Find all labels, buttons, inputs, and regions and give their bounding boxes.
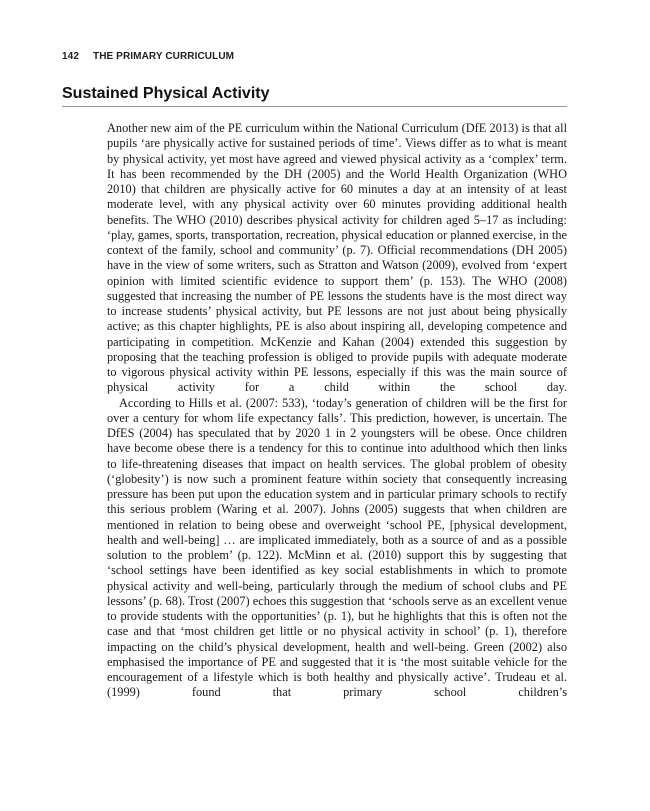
paragraph: Another new aim of the PE curriculum within the National Curriculum (DfE 2013) is that all pupils ‘are physically active for sustained periods of time’. Views differ as to what is meant by physical activity, yet most have agreed and viewed physical activity as a ‘complex’ term. It has been recommended by the DH (2005) and the World Health Organization (WHO 2010) that children are physically active for 60 minutes a day at an intensity of at least moderate level, with any physical activity over 60 minutes providing additional health benefits. The WHO (2010) describes physical activity for children aged 5–17 as including: ‘play, games, sports, transportation, recreation, physical education or planned exercise, in the context of the family, school and community’ (p. 7). Official recommendations (DH 2005) have in the view of some writers, such as Stratton and Watson (2009), evolved from ‘expert opinion with limited scientific evidence to support them’ (p. 153). The WHO (2008) suggested that increasing the number of PE lessons the students have is the most direct way to increase students’ physical activity, but PE lessons are not just about being physically active; as this chapter highlights, PE is also about inspiring all, developing competence and participating in competition. McKenzie and Kahan (2004) extended this suggestion by proposing that the teaching profession is obliged to provide pupils with adequate moderate to vigorous physical activity within PE lessons, especially if this was the main source of physical activity for a child within the school day.: [107, 121, 567, 395]
running-header: [62, 51, 234, 62]
running-title: THE PRIMARY CURRICULUM: [93, 51, 235, 62]
body-text: [107, 121, 567, 701]
section-title: Sustained Physical Activity: [62, 85, 270, 102]
paragraph: According to Hills et al. (2007: 533), ‘today’s generation of children will be the first for over a century for whom life expectancy falls’. This prediction, however, is uncertain. The DfES (2004) has speculated that by 2020 1 in 2 youngsters will be obese. Once children have become obese there is a tendency for this to continue into adulthood which then links to life-threatening diseases that impact on health services. The global problem of obesity (‘globesity’) is now such a prominent feature within society that consequently increasing pressure has been put upon the education system and in particular primary schools to rectify this serious problem (Waring et al. 2007). Johns (2005) suggests that when children are mentioned in relation to being obese and overweight ‘school PE, [physical development, health and well-being] … are implicated immediately, both as a source of and as a possible solution to the problem’ (p. 122). McMinn et al. (2010) support this by suggesting that ‘school settings have been identified as key social establishments in which to promote physical activity and well-being, particularly through the medium of school clubs and PE lessons’ (p. 68). Trost (2007) echoes this suggestion that ‘schools serve as an excellent venue to provide students with the opportunities’ (p. 1), but he highlights that this is often not the case and that ‘most children get little or no physical activity in school’ (p. 1), therefore impacting on the child’s physical development, health and well-being. Green (2002) also emphasised the importance of PE and suggested that it is ‘the most suitable vehicle for the encouragement of a lifestyle which is both healthy and physically active’. Trudeau et al. (1999) found that primary school children’s: [107, 395, 567, 700]
page-number: 142: [62, 51, 79, 62]
title-rule: [62, 106, 567, 107]
